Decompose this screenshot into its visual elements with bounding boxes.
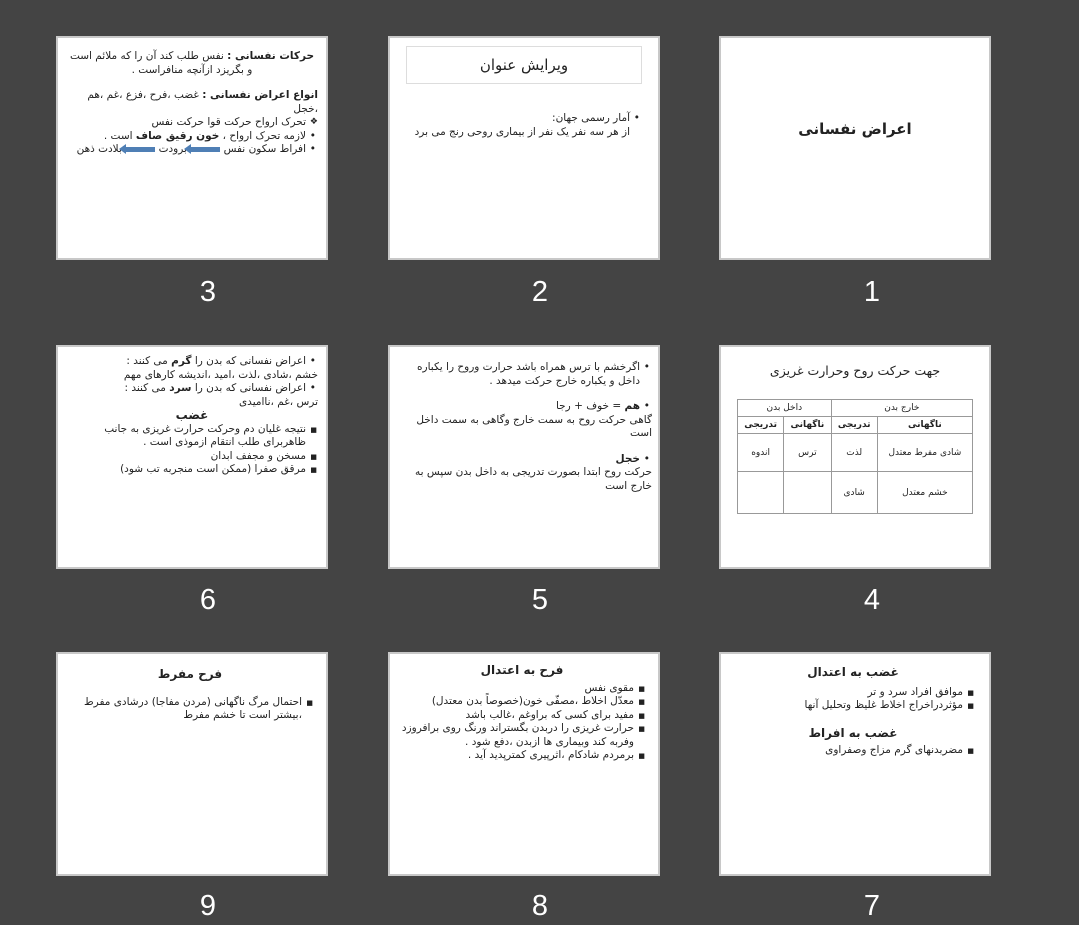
section-heading: فرح مفرط: [157, 667, 223, 681]
bullet-item: • اگرخشم با ترس همراه باشد حرارت وروح را یکباره داخل و یکباره خارج حرکت میدهد .: [396, 361, 652, 388]
column-header: ناگهانی: [877, 417, 972, 434]
body-text: گاهی حرکت روح به سمت خارج وگاهی به سمت داخل است: [416, 413, 652, 439]
list-item: ■ احتمال مرگ ناگهانی (مردن مفاجا) درشادی مفرط ،بیشتر است تا خشم مفرط: [66, 696, 314, 723]
group-header: خارج بدن: [831, 400, 972, 417]
slide-number: 3: [199, 276, 217, 308]
slide-thumbnail-2[interactable]: [388, 36, 660, 260]
direction-table: [737, 399, 973, 514]
slide-thumbnail-8[interactable]: [388, 652, 660, 876]
table-cell: شادی مفرط معتدل: [877, 434, 972, 472]
body-text: ترس ،غم ،ناامیدی: [238, 395, 318, 408]
bullet-item: • هم = خوف + رجا: [396, 400, 652, 414]
list-item: ■ برمردم شادکام ،اثرپیری کمترپدید آید .: [398, 749, 646, 763]
diamond-item: ❖ تحرک ارواح حرکت قوا حرکت نفس: [66, 116, 318, 130]
slide-title: جهت حرکت روح وحرارت غریزی: [769, 363, 941, 378]
slide-number: 7: [863, 890, 881, 922]
bullet-item: • لازمه تحرک ارواح ، خون رقیق صاف است .: [66, 130, 318, 144]
arrow-left-icon: [125, 147, 155, 152]
table-cell: خشم معتدل: [877, 472, 972, 514]
list-item: ■ مرقق صفرا (ممکن است منجربه تب شود): [66, 463, 318, 477]
section-heading: غضب: [175, 408, 209, 422]
bullet-item: • خجل: [396, 453, 652, 467]
column-header: ناگهانی: [784, 417, 831, 434]
table-cell: [738, 472, 784, 514]
bullet-item: • اعراض نفسانی که بدن را گرم می کنند :: [66, 355, 318, 369]
slide-title: اعراض نفسانی: [798, 120, 912, 138]
bullet-item: • افراط سکون نفس برودت بلادت ذهن: [66, 143, 318, 157]
table-cell: شادی: [831, 472, 877, 514]
bullet-text: • آمار رسمی جهان:: [404, 112, 642, 126]
section-heading: غضب به افراط: [808, 725, 898, 740]
table-cell: اندوه: [738, 434, 784, 472]
slide-thumbnail-5[interactable]: [388, 345, 660, 569]
slide-number: 8: [531, 890, 549, 922]
list-item: ■ نتیجه غلیان دم وحرکت حرارت غریزی به جانب ظاهربرای طلب انتقام ازموذی است .: [66, 423, 318, 450]
body-text: خشم ،شادی ،لذت ،امید ،اندیشه کارهای مهم: [123, 368, 318, 381]
arrow-left-icon: [190, 147, 220, 152]
bullet-item: • اعراض نفسانی که بدن را سرد می کنند :: [66, 382, 318, 396]
slide-thumbnail-1[interactable]: [719, 36, 991, 260]
list-item: ■ مضربدنهای گرم مزاج وصفراوی: [731, 744, 975, 758]
body-text: از هر سه نفر یک نفر از بیماری روحی رنج می برد: [414, 125, 630, 138]
slide-title: ویرایش عنوان: [406, 46, 642, 84]
table-cell: [784, 472, 831, 514]
slide-number: 5: [531, 584, 549, 616]
column-header: تدریجی: [831, 417, 877, 434]
slide-thumbnail-7[interactable]: [719, 652, 991, 876]
slide-thumbnail-6[interactable]: [56, 345, 328, 569]
slide-number: 9: [199, 890, 217, 922]
table-cell: ترس: [784, 434, 831, 472]
list-item: ■ مسخن و مجفف ابدان: [66, 450, 318, 464]
list-item: ■ مؤثردراخراج اخلاط غلیظ وتحلیل آنها: [731, 699, 975, 713]
body-text: حرکت روح ابتدا بصورت تدریجی به داخل بدن سپس به خارج است: [415, 466, 652, 492]
section-heading: غضب به اعتدال: [807, 665, 899, 679]
slide-number: 2: [531, 276, 549, 308]
slide-number: 6: [199, 584, 217, 616]
slide-number: 1: [863, 276, 881, 308]
list-item: ■ مفید برای کسی که براوغم ،غالب باشد: [398, 709, 646, 723]
table-cell: لذت: [831, 434, 877, 472]
slide-number: 4: [863, 584, 881, 616]
slide-thumbnail-4[interactable]: [719, 345, 991, 569]
group-header: داخل بدن: [738, 400, 832, 417]
column-header: تدریجی: [738, 417, 784, 434]
slide-thumbnail-3[interactable]: [56, 36, 328, 260]
section-heading: فرح به اعتدال: [480, 663, 564, 677]
slide-thumbnail-9[interactable]: [56, 652, 328, 876]
list-item: ■ معدّل اخلاط ،مصفّی خون(خصوصاً بدن معتدل): [398, 695, 646, 709]
list-item: ■ مقوی نفس: [398, 682, 646, 696]
list-item: ■ موافق افراد سرد و تر: [731, 686, 975, 700]
paragraph-2: انواع اعراض نفسانی : غضب ،فرح ،فزع ،غم ،هم ،خجل: [87, 89, 318, 115]
paragraph-1: حرکات نفسانی : نفس طلب کند آن را که ملائم است و بگریزد ازآنچه منافراست .: [69, 50, 315, 76]
list-item: ■ حرارت غریزی را دربدن بگستراند ورنگ روی برافروزد وفربه کند وبیماری ها ازبدن ،دفع شود .: [398, 722, 646, 749]
